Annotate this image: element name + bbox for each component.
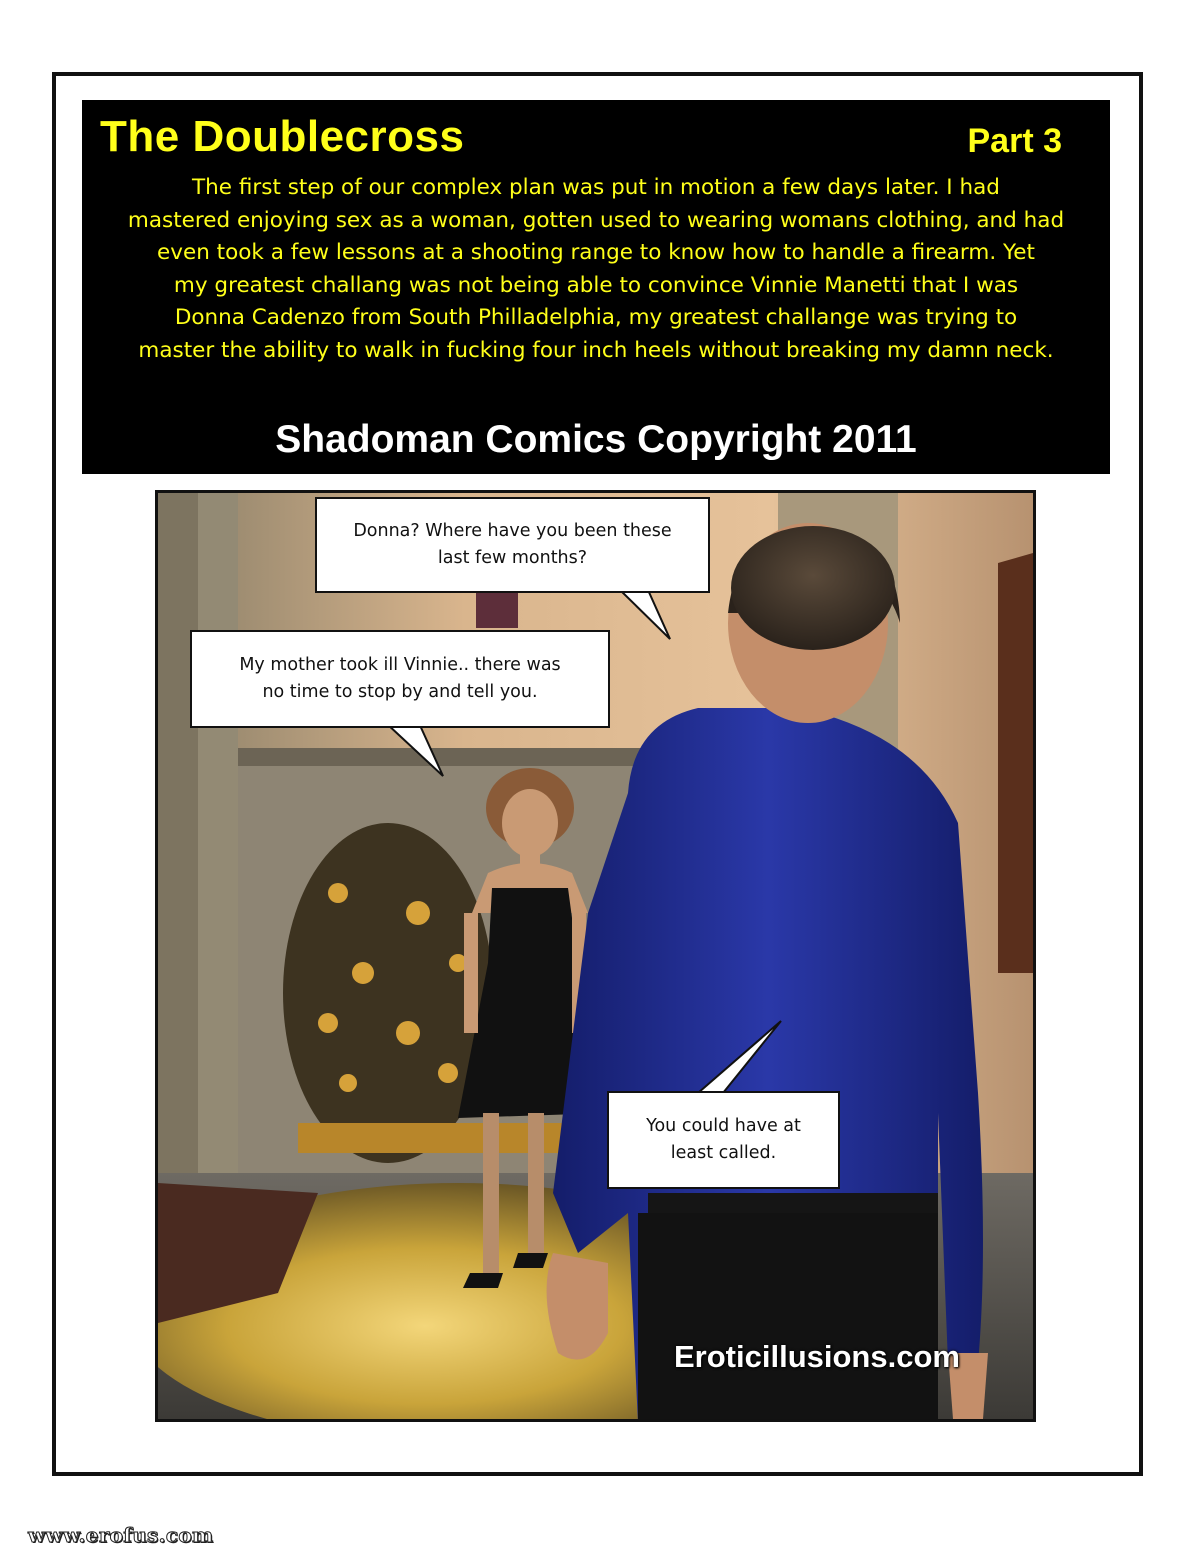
footer-url[interactable]: www.erofus.com — [28, 1523, 214, 1547]
part-number: Part 3 — [967, 122, 1062, 160]
comic-title: The Doublecross — [100, 112, 465, 161]
site-watermark: Eroticillusions.com — [674, 1339, 960, 1374]
narration-line: mastered enjoying sex as a woman, gotten used to wearing womans clothing, and had — [127, 207, 1065, 233]
bubble-line: My mother took ill Vinnie.. there was — [239, 655, 561, 675]
window-frame — [998, 553, 1033, 973]
narration-line: master the ability to walk in fucking four inch heels without breaking my damn neck. — [138, 337, 1054, 363]
speech-bubble-mother-ill — [190, 630, 610, 728]
title-box — [82, 100, 1110, 474]
narration-line: my greatest challang was not being able to convince Vinnie Manetti that I was — [173, 272, 1019, 298]
left-pillar-edge — [198, 493, 238, 1193]
bubble-line: You could have at — [646, 1116, 801, 1136]
comic-panel — [155, 490, 1036, 1422]
bubble-line: no time to stop by and tell you. — [262, 682, 538, 702]
narration-line: Donna Cadenzo from South Philladelphia, my greatest challange was trying to — [174, 305, 1018, 331]
copyright-line: Shadoman Comics Copyright 2011 — [275, 418, 917, 461]
narration-line: The first step of our complex plan was put in motion a few days later. I had — [192, 175, 1000, 200]
bubble-line: Donna? Where have you been these — [353, 521, 672, 541]
narration-text — [122, 172, 1070, 368]
narration-line: even took a few lessons at a shooting range to know how to handle a firearm. Yet — [157, 240, 1035, 266]
stained-glass — [476, 588, 518, 628]
speech-bubble-donna-question — [315, 497, 710, 593]
speech-bubble-could-have-called — [607, 1091, 840, 1189]
bubble-line: least called. — [670, 1143, 777, 1163]
bubble-line: last few months? — [437, 548, 588, 568]
